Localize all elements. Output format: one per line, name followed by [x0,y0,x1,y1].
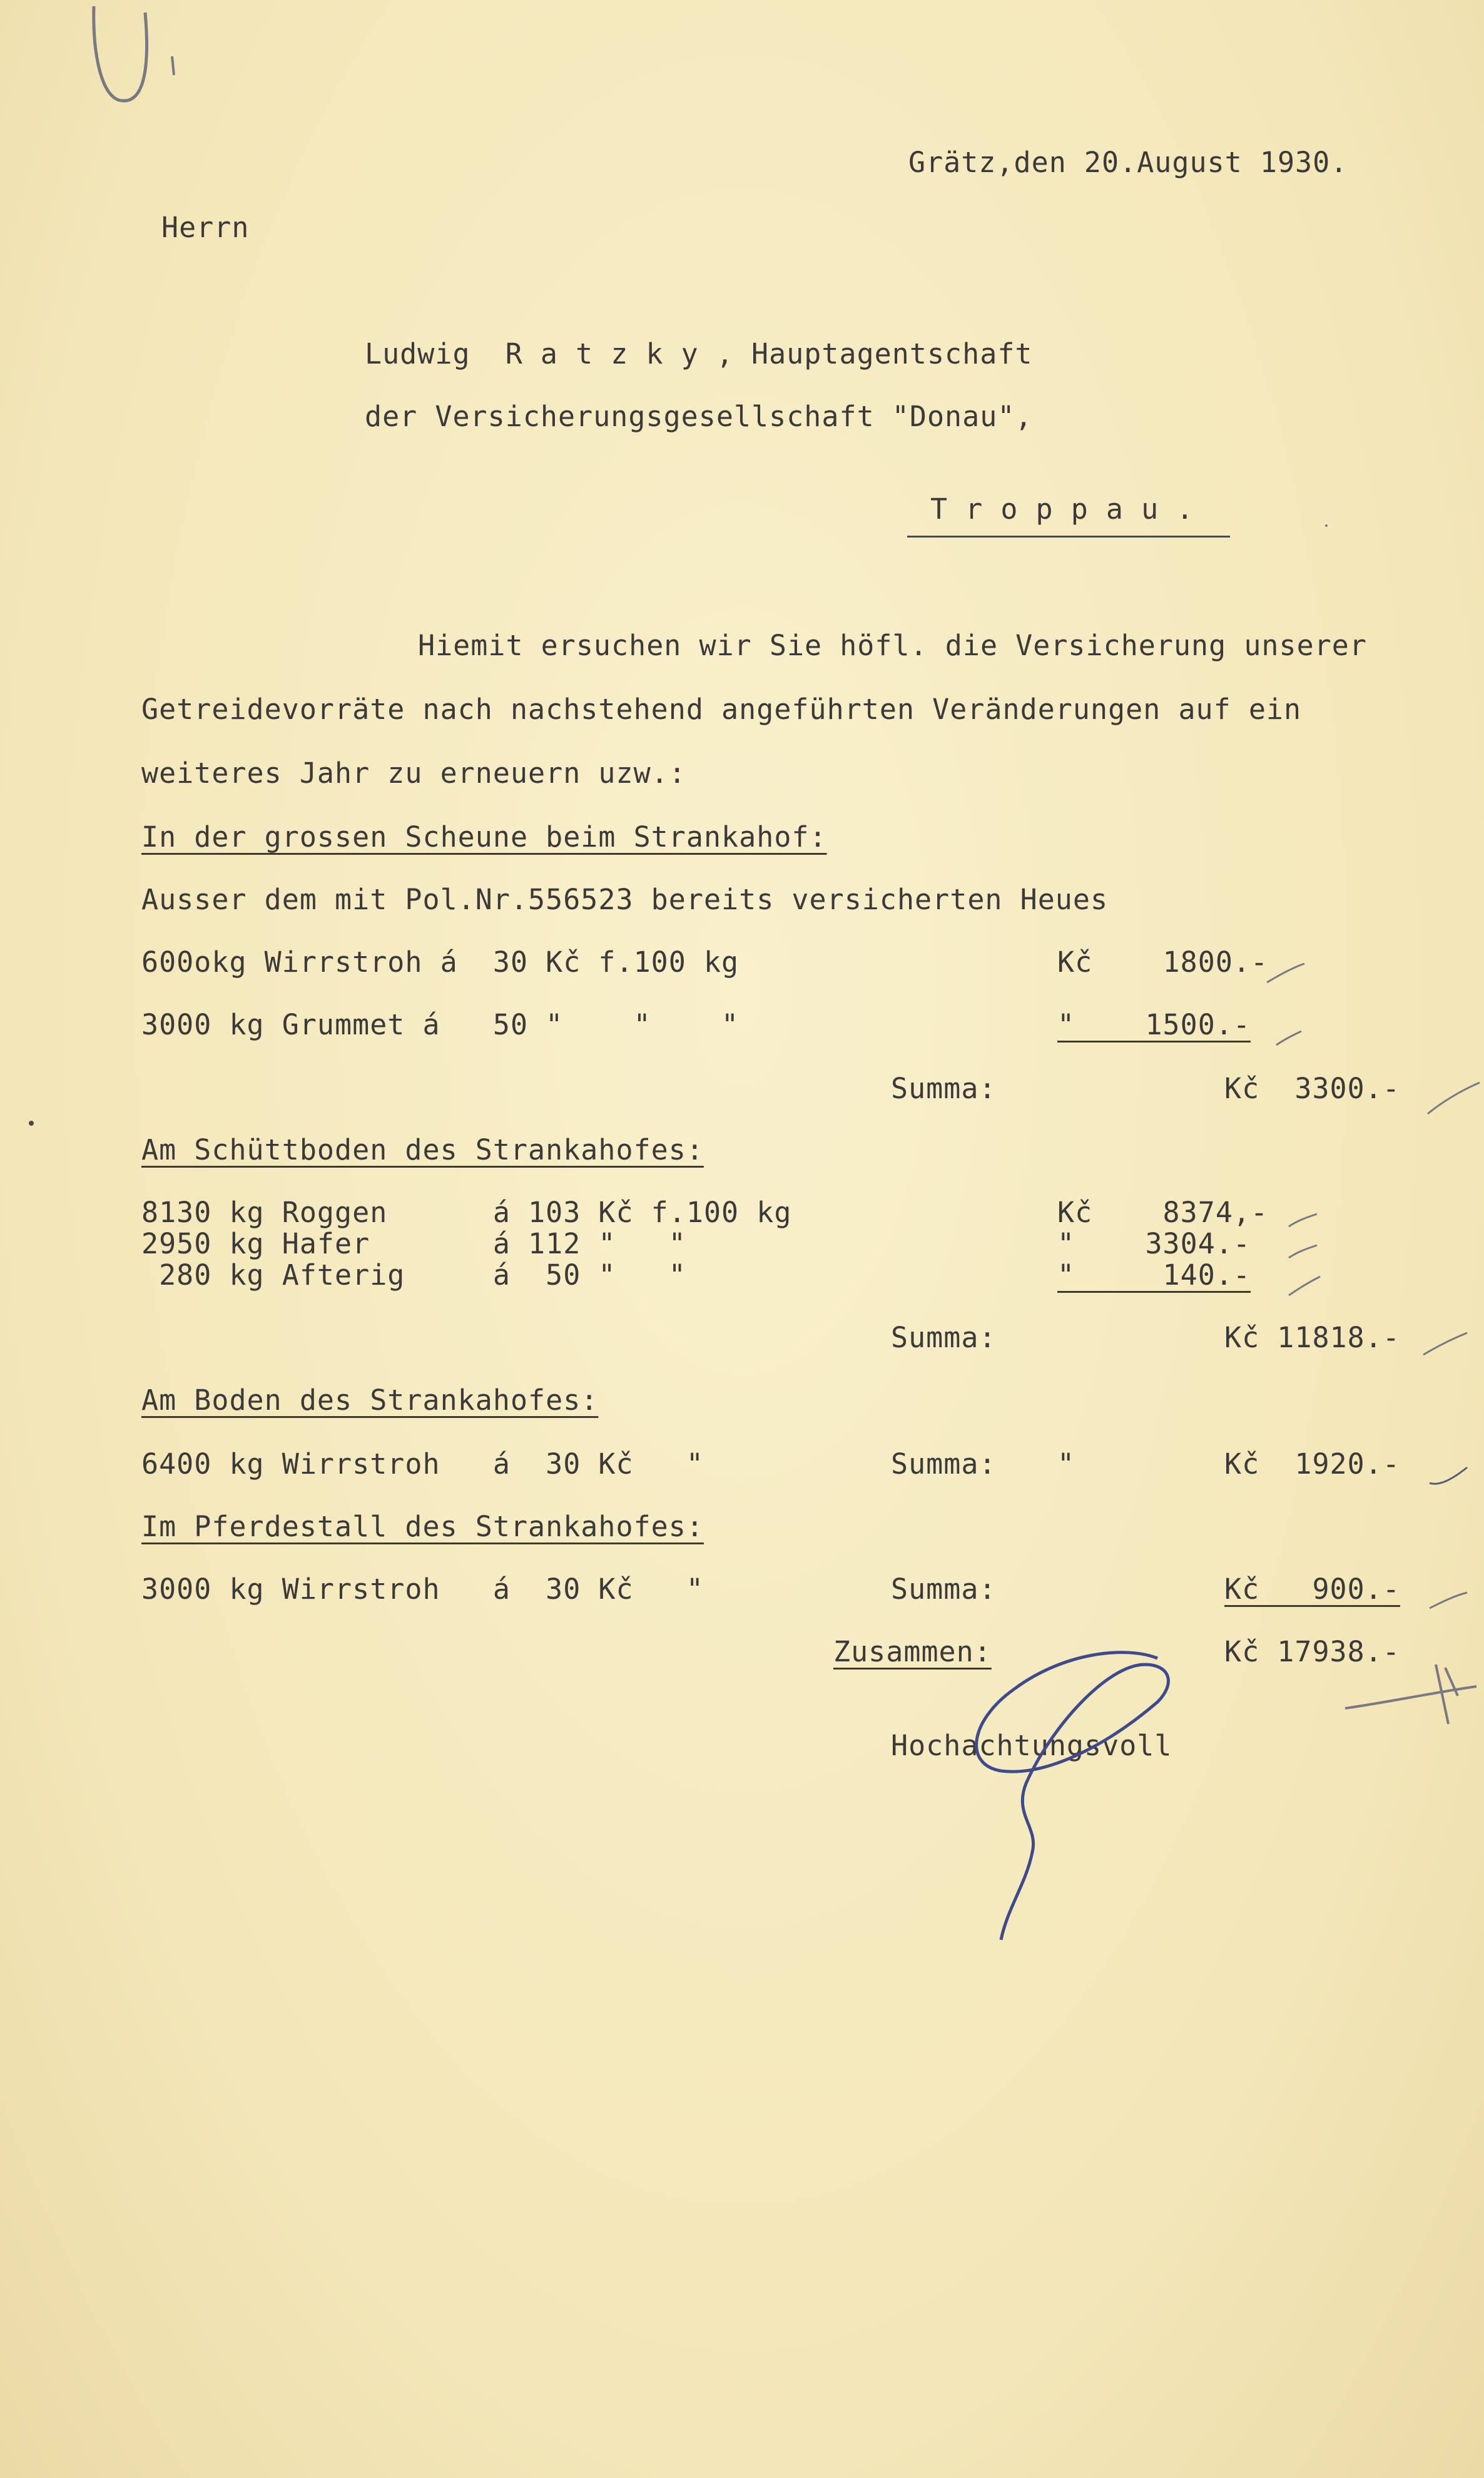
item-amount: " 3304.- [1057,1227,1251,1260]
pencil-tick [1289,1277,1320,1295]
total-label: Zusammen: [833,1635,992,1668]
sum-label: Summa: [891,1321,997,1354]
section-heading-pferdestall: Im Pferdestall des Strankahofes: [141,1510,704,1543]
stray-mark [1325,524,1328,527]
item-amount: " 140.- [1057,1258,1251,1292]
item-row: 3000 kg Grummet á 50 " " " [141,1008,739,1041]
body-line-1: Hiemit ersuchen wir Sie höfl. die Versicherung unserer [418,629,1367,662]
section-heading-schuettboden: Am Schüttboden des Strankahofes: [141,1133,704,1166]
body-line-3: weiteres Jahr zu erneuern uzw.: [141,757,686,790]
body-line-2: Getreidevorräte nach nachstehend angeführten Veränderungen auf ein [141,693,1302,726]
pencil-tick [1289,1214,1317,1226]
section-heading-scheune: In der grossen Scheune beim Strankahof: [141,820,827,854]
item-amount: " 1500.- [1057,1008,1251,1041]
item-row: 8130 kg Roggen á 103 Kč f.100 kg [141,1196,792,1229]
recipient-line-2: der Versicherungsgesellschaft "Donau", [365,400,1033,433]
pencil-tick [1345,1686,1476,1708]
closing: Hochachtungsvoll [891,1729,1172,1762]
date-line: Grätz,den 20.August 1930. [908,146,1348,179]
sum-value: Kč 900.- [1224,1573,1400,1606]
pencil-tick [1436,1665,1458,1724]
item-amount: Kč 1800.- [1057,946,1269,979]
item-amount: " [1057,1447,1075,1481]
item-row: 600okg Wirrstroh á 30 Kč f.100 kg [141,946,739,979]
pencil-tick [1428,1083,1480,1114]
sum-label: Summa: [891,1447,997,1481]
pencil-tick [172,56,174,75]
signature [977,1653,1169,1940]
item-row: 2950 kg Hafer á 112 " " [141,1227,686,1260]
pencil-tick [1430,1467,1467,1484]
recipient-city: T r o p p a u . [930,492,1194,526]
item-row: 6400 kg Wirrstroh á 30 Kč " [141,1447,704,1481]
sum-label: Summa: [891,1072,997,1105]
paperclip-mark [94,6,147,101]
sum-label: Summa: [891,1573,997,1606]
total-value: Kč 17938.- [1224,1635,1400,1668]
salutation: Herrn [161,211,250,244]
sum-value: Kč 3300.- [1224,1072,1400,1105]
pencil-tick [1267,964,1304,982]
stray-mark [29,1121,34,1126]
recipient-line-1: Ludwig R a t z k y , Hauptagentschaft [365,337,1033,370]
pencil-tick [1430,1593,1467,1608]
sum-value: Kč 1920.- [1224,1447,1400,1481]
item-row: 3000 kg Wirrstroh á 30 Kč " [141,1573,704,1606]
section-heading-boden: Am Boden des Strankahofes: [141,1384,599,1417]
item-amount: Kč 8374,- [1057,1196,1269,1229]
pencil-tick [1276,1031,1301,1045]
item-row: 280 kg Afterig á 50 " " [141,1258,686,1292]
section-note: Ausser dem mit Pol.Nr.556523 bereits versicherten Heues [141,883,1109,916]
sum-value: Kč 11818.- [1224,1321,1400,1354]
pencil-tick [1423,1333,1467,1355]
pencil-tick [1289,1245,1317,1258]
